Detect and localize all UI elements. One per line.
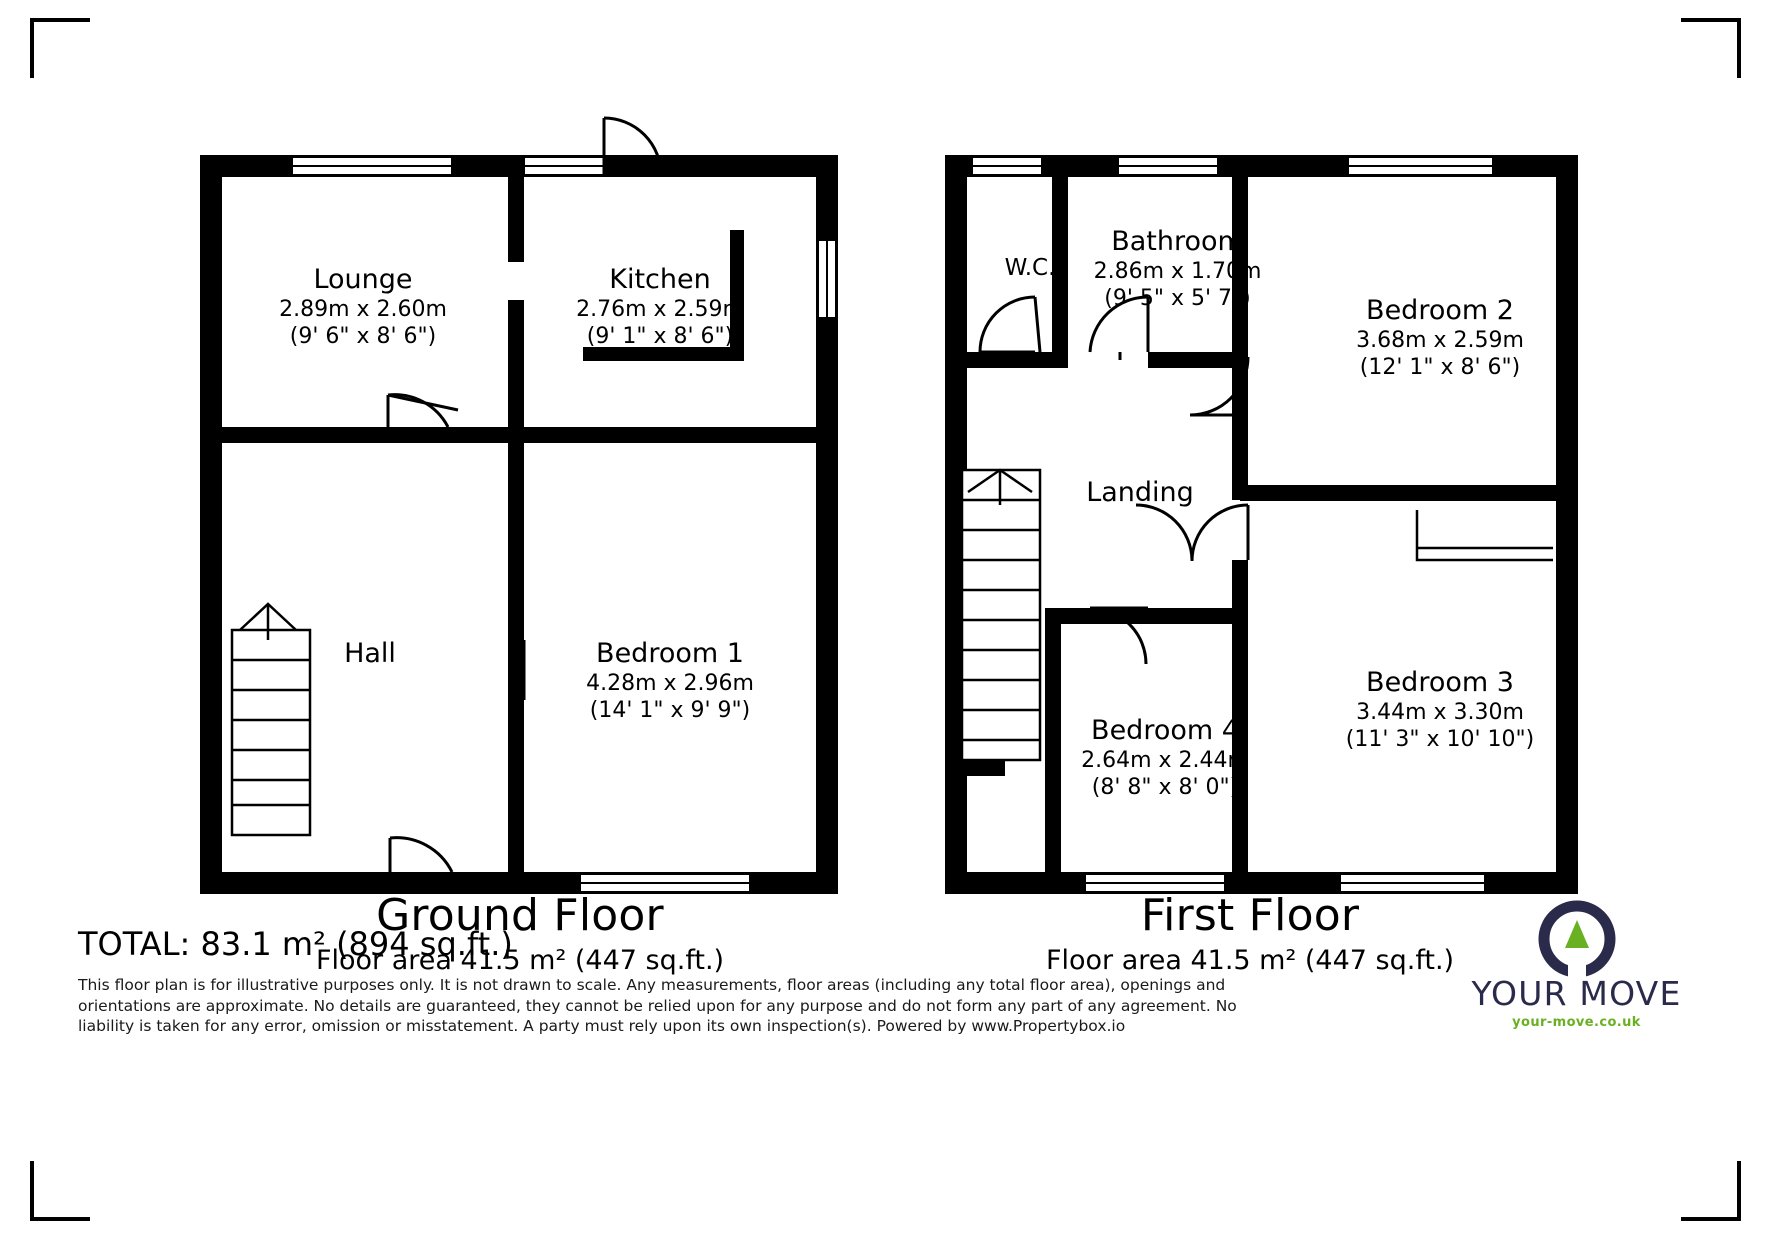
room-label-lounge: Lounge 2.89m x 2.60m (9' 6" x 8' 6") bbox=[279, 264, 447, 349]
disclaimer-text: This floor plan is for illustrative purposes only. It is not drawn to scale. Any measurements, floor areas (including any total floor area), openings and orientations are approximate. No details are guaranteed, they cannot be relied upon for any purpose and do not form any part of any agreement. No liability is taken for any error, omission or misstatement. A party must rely upon its own inspection(s). Powered by www.Propertybox.io bbox=[78, 976, 1237, 1036]
room-label-bathroom: Bathroom 2.86m x 1.70m (9' 5" x 5' 7") bbox=[1093, 226, 1262, 311]
room-label-kitchen: Kitchen 2.76m x 2.59m (9' 1" x 8' 6") bbox=[576, 264, 744, 349]
door-group-ground bbox=[388, 118, 661, 872]
ground-floor-plan bbox=[200, 118, 838, 894]
room-label-landing: Landing bbox=[1086, 477, 1194, 508]
room-label-bedroom-4: Bedroom 4 2.64m x 2.44m (8' 8" x 8' 0") bbox=[1081, 715, 1249, 800]
room-label-hall: Hall bbox=[344, 638, 396, 669]
room-label-bedroom-1: Bedroom 1 4.28m x 2.96m (14' 1" x 9' 9") bbox=[586, 638, 754, 723]
staircase-first bbox=[962, 470, 1040, 760]
room-label-bedroom-3: Bedroom 3 3.44m x 3.30m (11' 3" x 10' 10") bbox=[1345, 667, 1535, 752]
ground-floor-title: Ground Floor Floor area 41.5 m² (447 sq.ft.) bbox=[315, 890, 725, 976]
brand-name: YOUR MOVE bbox=[1471, 974, 1682, 1013]
brand-url: your-move.co.uk bbox=[1512, 1015, 1641, 1030]
room-label-wc: W.C. bbox=[1004, 255, 1056, 281]
cupboard-first bbox=[1417, 510, 1553, 560]
brand-logo bbox=[1444, 900, 1709, 1030]
your-move-logo-icon bbox=[1538, 900, 1616, 978]
total-area-label: TOTAL: 83.1 m² (894 sq.ft.) bbox=[78, 925, 513, 963]
first-floor-title: First Floor Floor area 41.5 m² (447 sq.ft.) bbox=[1045, 890, 1455, 976]
room-label-bedroom-2: Bedroom 2 3.68m x 2.59m (12' 1" x 8' 6") bbox=[1356, 295, 1524, 380]
